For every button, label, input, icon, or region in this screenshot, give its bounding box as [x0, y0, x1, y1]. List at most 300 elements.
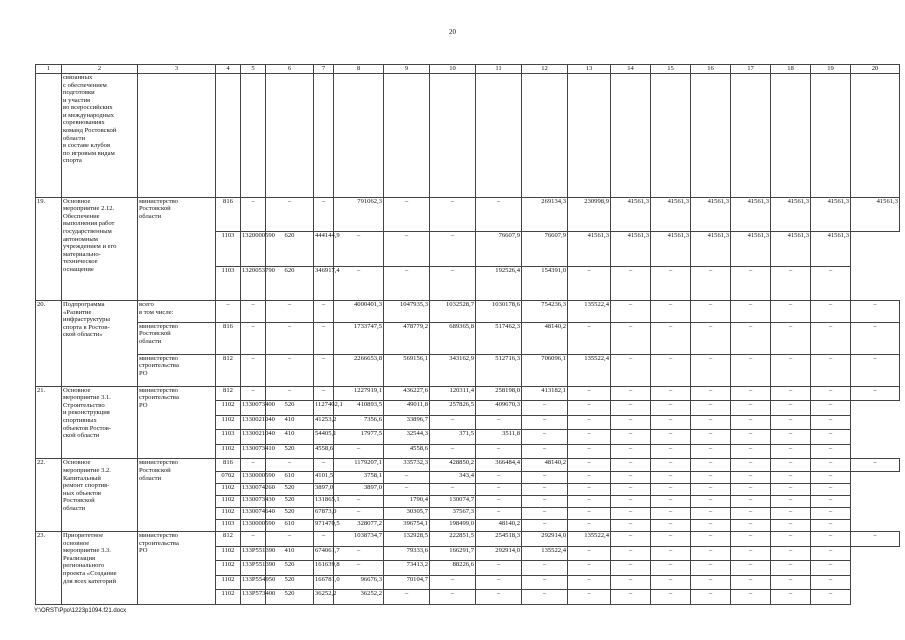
table-cell: – — [811, 322, 851, 354]
table-row — [36, 322, 900, 354]
table-cell: – — [771, 444, 811, 459]
table-cell: 1102 — [216, 590, 241, 605]
table-cell: – — [731, 386, 771, 401]
table-cell: 0702 — [216, 471, 241, 483]
table-cell: 816 — [216, 197, 241, 231]
table-cell — [430, 74, 476, 198]
table-cell: 131865,1 — [314, 495, 334, 507]
table-cell: – — [216, 301, 241, 323]
table-cell: 133P573400 — [241, 590, 266, 605]
table-cell: – — [476, 483, 522, 495]
table-cell: – — [691, 483, 731, 495]
table-cell: – — [384, 483, 430, 495]
table-cell: – — [384, 471, 430, 483]
table-cell: – — [851, 301, 900, 323]
col-header: 19 — [811, 65, 851, 74]
table-cell: 520 — [266, 561, 314, 576]
table-cell: – — [651, 519, 691, 531]
table-cell: – — [771, 590, 811, 605]
table-cell: 1102 — [216, 495, 241, 507]
table-cell: 36252,2 — [314, 590, 334, 605]
table-cell: 3758,1 — [334, 471, 384, 483]
col-header: 6 — [266, 65, 314, 74]
table-cell: – — [651, 266, 691, 300]
table-cell: – — [691, 415, 731, 430]
table-cell: – — [651, 507, 691, 519]
table-cell: – — [522, 561, 568, 576]
table-cell: 410 — [266, 415, 314, 430]
table-cell: 343,4 — [430, 471, 476, 483]
table-cell: – — [568, 507, 611, 519]
table-cell: – — [651, 471, 691, 483]
table-cell: – — [568, 444, 611, 459]
table-cell: 7356,6 — [334, 415, 384, 430]
table-cell: – — [691, 401, 731, 416]
table-cell: – — [314, 301, 334, 323]
table-cell — [384, 74, 430, 198]
table-cell: – — [731, 519, 771, 531]
table-cell: – — [731, 590, 771, 605]
table-cell: 396754,1 — [384, 519, 430, 531]
table-cell: – — [611, 459, 651, 471]
table-cell: 512716,3 — [476, 354, 522, 386]
table-cell — [36, 74, 62, 198]
table-cell: – — [476, 575, 522, 590]
table-cell: – — [691, 322, 731, 354]
table-cell — [522, 74, 568, 198]
table-cell: – — [314, 532, 334, 547]
table-cell: – — [731, 401, 771, 416]
table-cell: 346917,4 — [314, 266, 334, 300]
table-cell: – — [811, 471, 851, 483]
table-cell: – — [811, 590, 851, 605]
table-cell: 254518,3 — [476, 532, 522, 547]
table-row — [36, 74, 900, 198]
table-cell: – — [430, 575, 476, 590]
table-cell: – — [651, 590, 691, 605]
table-cell: – — [731, 354, 771, 386]
table-cell: – — [691, 495, 731, 507]
table-cell — [851, 74, 900, 198]
col-header: 10 — [430, 65, 476, 74]
table-cell: 1102 — [216, 401, 241, 416]
table-cell: – — [811, 444, 851, 459]
table-cell: – — [611, 301, 651, 323]
table-cell: – — [314, 459, 334, 471]
table-cell: 1330000590 — [241, 519, 266, 531]
table-cell: – — [611, 546, 651, 561]
table-cell: 1320000590 — [241, 232, 266, 266]
budget-table — [35, 64, 900, 605]
table-cell: – — [334, 232, 384, 266]
table-cell: 1102 — [216, 575, 241, 590]
table-cell: 413182,1 — [522, 386, 568, 401]
col-header: 2 — [62, 65, 138, 74]
table-cell: – — [241, 197, 266, 231]
table-row — [36, 301, 900, 323]
table-cell: 410 — [266, 430, 314, 445]
col-header: 16 — [691, 65, 731, 74]
table-cell: 166781,0 — [314, 575, 334, 590]
table-cell: 620 — [266, 232, 314, 266]
table-cell: всего в том числе: — [138, 301, 216, 323]
table-cell: 428850,2 — [430, 459, 476, 471]
table-cell: 48140,2 — [522, 322, 568, 354]
page-number: 20 — [449, 28, 456, 36]
table-cell: 410893,5 — [334, 401, 384, 416]
table-cell: – — [651, 354, 691, 386]
table-cell — [138, 74, 216, 198]
table-cell: 1030178,6 — [476, 301, 522, 323]
table-cell: 41561,3 — [811, 197, 851, 231]
table-cell: 1047935,3 — [384, 301, 430, 323]
table-cell: 135522,4 — [568, 301, 611, 323]
table-cell: 520 — [266, 590, 314, 605]
table-cell: – — [651, 459, 691, 471]
table-cell: – — [611, 575, 651, 590]
table-cell: 1127402,1 — [314, 401, 334, 416]
table-cell: министерство Ростовской области — [138, 459, 216, 532]
table-cell: – — [691, 354, 731, 386]
table-cell: министерство Ростовской области — [138, 197, 216, 300]
table-cell: 76607,9 — [522, 232, 568, 266]
table-cell: – — [384, 232, 430, 266]
table-cell: – — [611, 430, 651, 445]
table-cell: – — [334, 266, 384, 300]
table-cell: – — [522, 444, 568, 459]
table-cell: – — [611, 561, 651, 576]
table-cell: – — [611, 471, 651, 483]
table-cell: – — [771, 483, 811, 495]
table-cell: – — [731, 444, 771, 459]
table-cell: 1320053790 — [241, 266, 266, 300]
table-cell: 520 — [266, 483, 314, 495]
table-cell — [266, 74, 314, 198]
table-cell: – — [651, 301, 691, 323]
table-cell: 1330073430 — [241, 495, 266, 507]
table-cell: 130074,7 — [430, 495, 476, 507]
table-cell: – — [771, 266, 811, 300]
table-cell: Подпрограмма «Развитие инфраструктуры спорта в Ростов- ской области» — [62, 301, 138, 387]
table-cell: 135522,4 — [568, 354, 611, 386]
table-cell: – — [568, 401, 611, 416]
table-cell: Основное мероприятие 3.1. Строительство и реконструкция спортивных объектов Ростов- ской области — [62, 386, 138, 459]
table-cell — [691, 74, 731, 198]
table-cell: – — [731, 495, 771, 507]
table-cell: 23. — [36, 532, 62, 605]
table-cell: – — [384, 590, 430, 605]
table-cell: – — [851, 354, 900, 386]
col-header: 15 — [651, 65, 691, 74]
table-cell: 154391,0 — [522, 266, 568, 300]
table-cell: – — [771, 459, 811, 471]
col-header: 3 — [138, 65, 216, 74]
table-cell: 70104,7 — [384, 575, 430, 590]
table-cell: Основное мероприятие 2.12. Обеспечение выполнения работ государственным автономным учреждением и его материально- техническое оснащение — [62, 197, 138, 300]
table-cell: связанных с обеспечением подготовки и участия во всероссийских и международных соревнованиях команд Ростовской области в составе клубов по игровым видам спорта — [62, 74, 138, 198]
table-cell: 198499,0 — [430, 519, 476, 531]
table-cell: – — [731, 532, 771, 547]
table-cell: министерство строительства РО — [138, 386, 216, 459]
table-cell: 689365,8 — [430, 322, 476, 354]
table-cell: – — [334, 561, 384, 576]
table-cell: – — [771, 386, 811, 401]
table-cell: 3511,8 — [476, 430, 522, 445]
table-cell: – — [771, 354, 811, 386]
table-cell: – — [651, 386, 691, 401]
table-cell: – — [522, 401, 568, 416]
table-cell: 88226,6 — [430, 561, 476, 576]
table-cell: – — [811, 266, 851, 300]
table-cell: Основное мероприятие 3.2. Капитальный ремонт спортив- ных объектов Ростовской области — [62, 459, 138, 532]
table-cell: 2266653,8 — [334, 354, 384, 386]
table-cell: – — [430, 266, 476, 300]
table-cell: – — [522, 519, 568, 531]
table-cell: 4558,6 — [314, 444, 334, 459]
table-cell: – — [851, 532, 900, 547]
table-cell: 41561,3 — [851, 197, 900, 231]
table-cell: – — [771, 430, 811, 445]
table-cell: – — [611, 266, 651, 300]
table-cell: 96676,3 — [334, 575, 384, 590]
table-cell: – — [568, 459, 611, 471]
table-cell: 41561,3 — [651, 232, 691, 266]
table-cell: – — [771, 322, 811, 354]
table-cell: – — [651, 532, 691, 547]
table-cell: – — [731, 322, 771, 354]
table-cell: 610 — [266, 471, 314, 483]
table-cell: 166291,7 — [430, 546, 476, 561]
table-cell: – — [811, 483, 851, 495]
table-cell: – — [731, 471, 771, 483]
table-cell: 1330000590 — [241, 471, 266, 483]
table-cell: – — [811, 519, 851, 531]
col-header: 12 — [522, 65, 568, 74]
table-cell: 1032528,7 — [430, 301, 476, 323]
table-cell — [611, 74, 651, 198]
table-cell: 79333,6 — [384, 546, 430, 561]
table-cell: 1227919,1 — [334, 386, 384, 401]
table-cell: 20. — [36, 301, 62, 387]
table-cell: – — [568, 266, 611, 300]
table-cell: – — [522, 495, 568, 507]
table-cell: – — [691, 519, 731, 531]
table-cell: 1102 — [216, 415, 241, 430]
table-cell: – — [430, 590, 476, 605]
table-cell: – — [651, 561, 691, 576]
table-cell: 1733747,5 — [334, 322, 384, 354]
table-cell: – — [314, 354, 334, 386]
table-cell: 1103 — [216, 430, 241, 445]
table-cell: 371,5 — [430, 430, 476, 445]
table-cell: – — [651, 546, 691, 561]
table-cell: – — [691, 459, 731, 471]
table-cell: – — [334, 444, 384, 459]
table-cell: 409670,3 — [476, 401, 522, 416]
table-cell: – — [476, 471, 522, 483]
table-cell — [771, 74, 811, 198]
table-cell: – — [568, 590, 611, 605]
table-cell: 517462,3 — [476, 322, 522, 354]
table-cell: – — [811, 401, 851, 416]
table-cell: – — [476, 590, 522, 605]
table-cell: 812 — [216, 354, 241, 386]
table-cell: – — [568, 561, 611, 576]
table-cell: – — [731, 415, 771, 430]
col-header: 18 — [771, 65, 811, 74]
table-cell: – — [691, 266, 731, 300]
table-cell: 971470,5 — [314, 519, 334, 531]
table-cell: – — [476, 561, 522, 576]
table-cell: – — [691, 444, 731, 459]
table-cell: – — [611, 322, 651, 354]
table-cell: – — [811, 575, 851, 590]
table-cell: – — [771, 561, 811, 576]
table-cell: – — [611, 415, 651, 430]
table-cell: 49011,8 — [384, 401, 430, 416]
table-cell: Приоритетное основное мероприятие 3.3. Реализация регионального проекта «Создание для всех категорий — [62, 532, 138, 605]
col-header: 8 — [334, 65, 384, 74]
table-cell: 36252,2 — [334, 590, 384, 605]
table-cell: 19. — [36, 197, 62, 300]
table-cell: – — [266, 197, 314, 231]
table-cell: – — [476, 415, 522, 430]
col-header: 4 — [216, 65, 241, 74]
table-cell: – — [811, 495, 851, 507]
table-cell: 1103 — [216, 519, 241, 531]
table-cell: – — [266, 386, 314, 401]
table-cell: 67873,0 — [314, 507, 334, 519]
table-cell: 816 — [216, 459, 241, 471]
table-cell: 410 — [266, 546, 314, 561]
table-cell: – — [522, 507, 568, 519]
table-cell: 48140,2 — [522, 459, 568, 471]
table-cell: 610 — [266, 519, 314, 531]
table-cell: 41561,3 — [731, 232, 771, 266]
table-cell: – — [611, 495, 651, 507]
table-cell: 230998,9 — [568, 197, 611, 231]
table-cell: 366484,4 — [476, 459, 522, 471]
table-cell: 132928,5 — [384, 532, 430, 547]
table-cell: – — [731, 459, 771, 471]
table-cell: – — [851, 386, 900, 401]
table-cell: 21. — [36, 386, 62, 459]
table-cell: 41561,3 — [568, 232, 611, 266]
table-cell: 1330073410 — [241, 444, 266, 459]
table-cell: 41561,3 — [611, 232, 651, 266]
table-cell: – — [611, 401, 651, 416]
table-cell: – — [611, 483, 651, 495]
table-cell: 1102 — [216, 507, 241, 519]
table-cell: 1330074260 — [241, 483, 266, 495]
table-cell: – — [568, 386, 611, 401]
table-cell: – — [771, 519, 811, 531]
table-cell: – — [731, 546, 771, 561]
col-header: 5 — [241, 65, 266, 74]
table-cell: 54405,1 — [314, 430, 334, 445]
table-cell: 1330021040 — [241, 415, 266, 430]
table-cell: – — [811, 301, 851, 323]
table-cell: 135522,4 — [522, 546, 568, 561]
table-cell: 41561,3 — [651, 197, 691, 231]
table-cell: 706096,1 — [522, 354, 568, 386]
table-cell: – — [522, 575, 568, 590]
table-cell: 76607,9 — [476, 232, 522, 266]
table-cell: 41561,3 — [811, 232, 851, 266]
table-cell: 17977,5 — [334, 430, 384, 445]
table-cell: – — [731, 301, 771, 323]
table-cell: – — [611, 354, 651, 386]
table-cell: 1102 — [216, 483, 241, 495]
table-cell: – — [691, 532, 731, 547]
table-cell — [476, 74, 522, 198]
table-cell: – — [691, 471, 731, 483]
table-cell: – — [384, 266, 430, 300]
table-cell: – — [771, 546, 811, 561]
table-cell: 41561,3 — [771, 197, 811, 231]
table-cell: – — [241, 301, 266, 323]
col-header: 17 — [731, 65, 771, 74]
table-cell: – — [651, 483, 691, 495]
column-number-row — [36, 65, 900, 74]
table-cell: – — [241, 532, 266, 547]
table-cell: 520 — [266, 507, 314, 519]
table-cell: 328077,2 — [334, 519, 384, 531]
table-cell — [216, 74, 241, 198]
table-cell: 816 — [216, 322, 241, 354]
table-cell: – — [731, 507, 771, 519]
table-cell: 48140,2 — [476, 519, 522, 531]
table-cell: 1179207,1 — [334, 459, 384, 471]
table-cell: – — [771, 532, 811, 547]
table-cell — [651, 74, 691, 198]
table-cell: – — [811, 546, 851, 561]
table-cell: – — [334, 546, 384, 561]
table-cell: – — [731, 483, 771, 495]
table-cell: 1102 — [216, 546, 241, 561]
table-cell: – — [384, 197, 430, 231]
table-cell: 335732,3 — [384, 459, 430, 471]
table-cell — [314, 74, 334, 198]
table-cell: 754236,3 — [522, 301, 568, 323]
table-cell: 436227,6 — [384, 386, 430, 401]
table-cell: – — [731, 430, 771, 445]
table-cell: – — [430, 415, 476, 430]
table-cell: 292914,0 — [476, 546, 522, 561]
table-cell: – — [266, 301, 314, 323]
table-cell: – — [651, 430, 691, 445]
table-cell: – — [314, 197, 334, 231]
table-cell: – — [651, 401, 691, 416]
table-cell: – — [334, 495, 384, 507]
table-cell: – — [651, 444, 691, 459]
table-cell: – — [568, 546, 611, 561]
table-cell: 41253,2 — [314, 415, 334, 430]
table-cell: – — [611, 519, 651, 531]
col-header: 20 — [851, 65, 900, 74]
table-cell: 192526,4 — [476, 266, 522, 300]
table-cell — [811, 74, 851, 198]
table-cell: 812 — [216, 532, 241, 547]
table-cell: – — [691, 561, 731, 576]
table-cell: – — [476, 507, 522, 519]
table-row — [36, 197, 900, 231]
table-cell: – — [811, 430, 851, 445]
table-cell: – — [568, 495, 611, 507]
table-cell: – — [651, 575, 691, 590]
table-cell: – — [522, 483, 568, 495]
table-cell: – — [430, 197, 476, 231]
